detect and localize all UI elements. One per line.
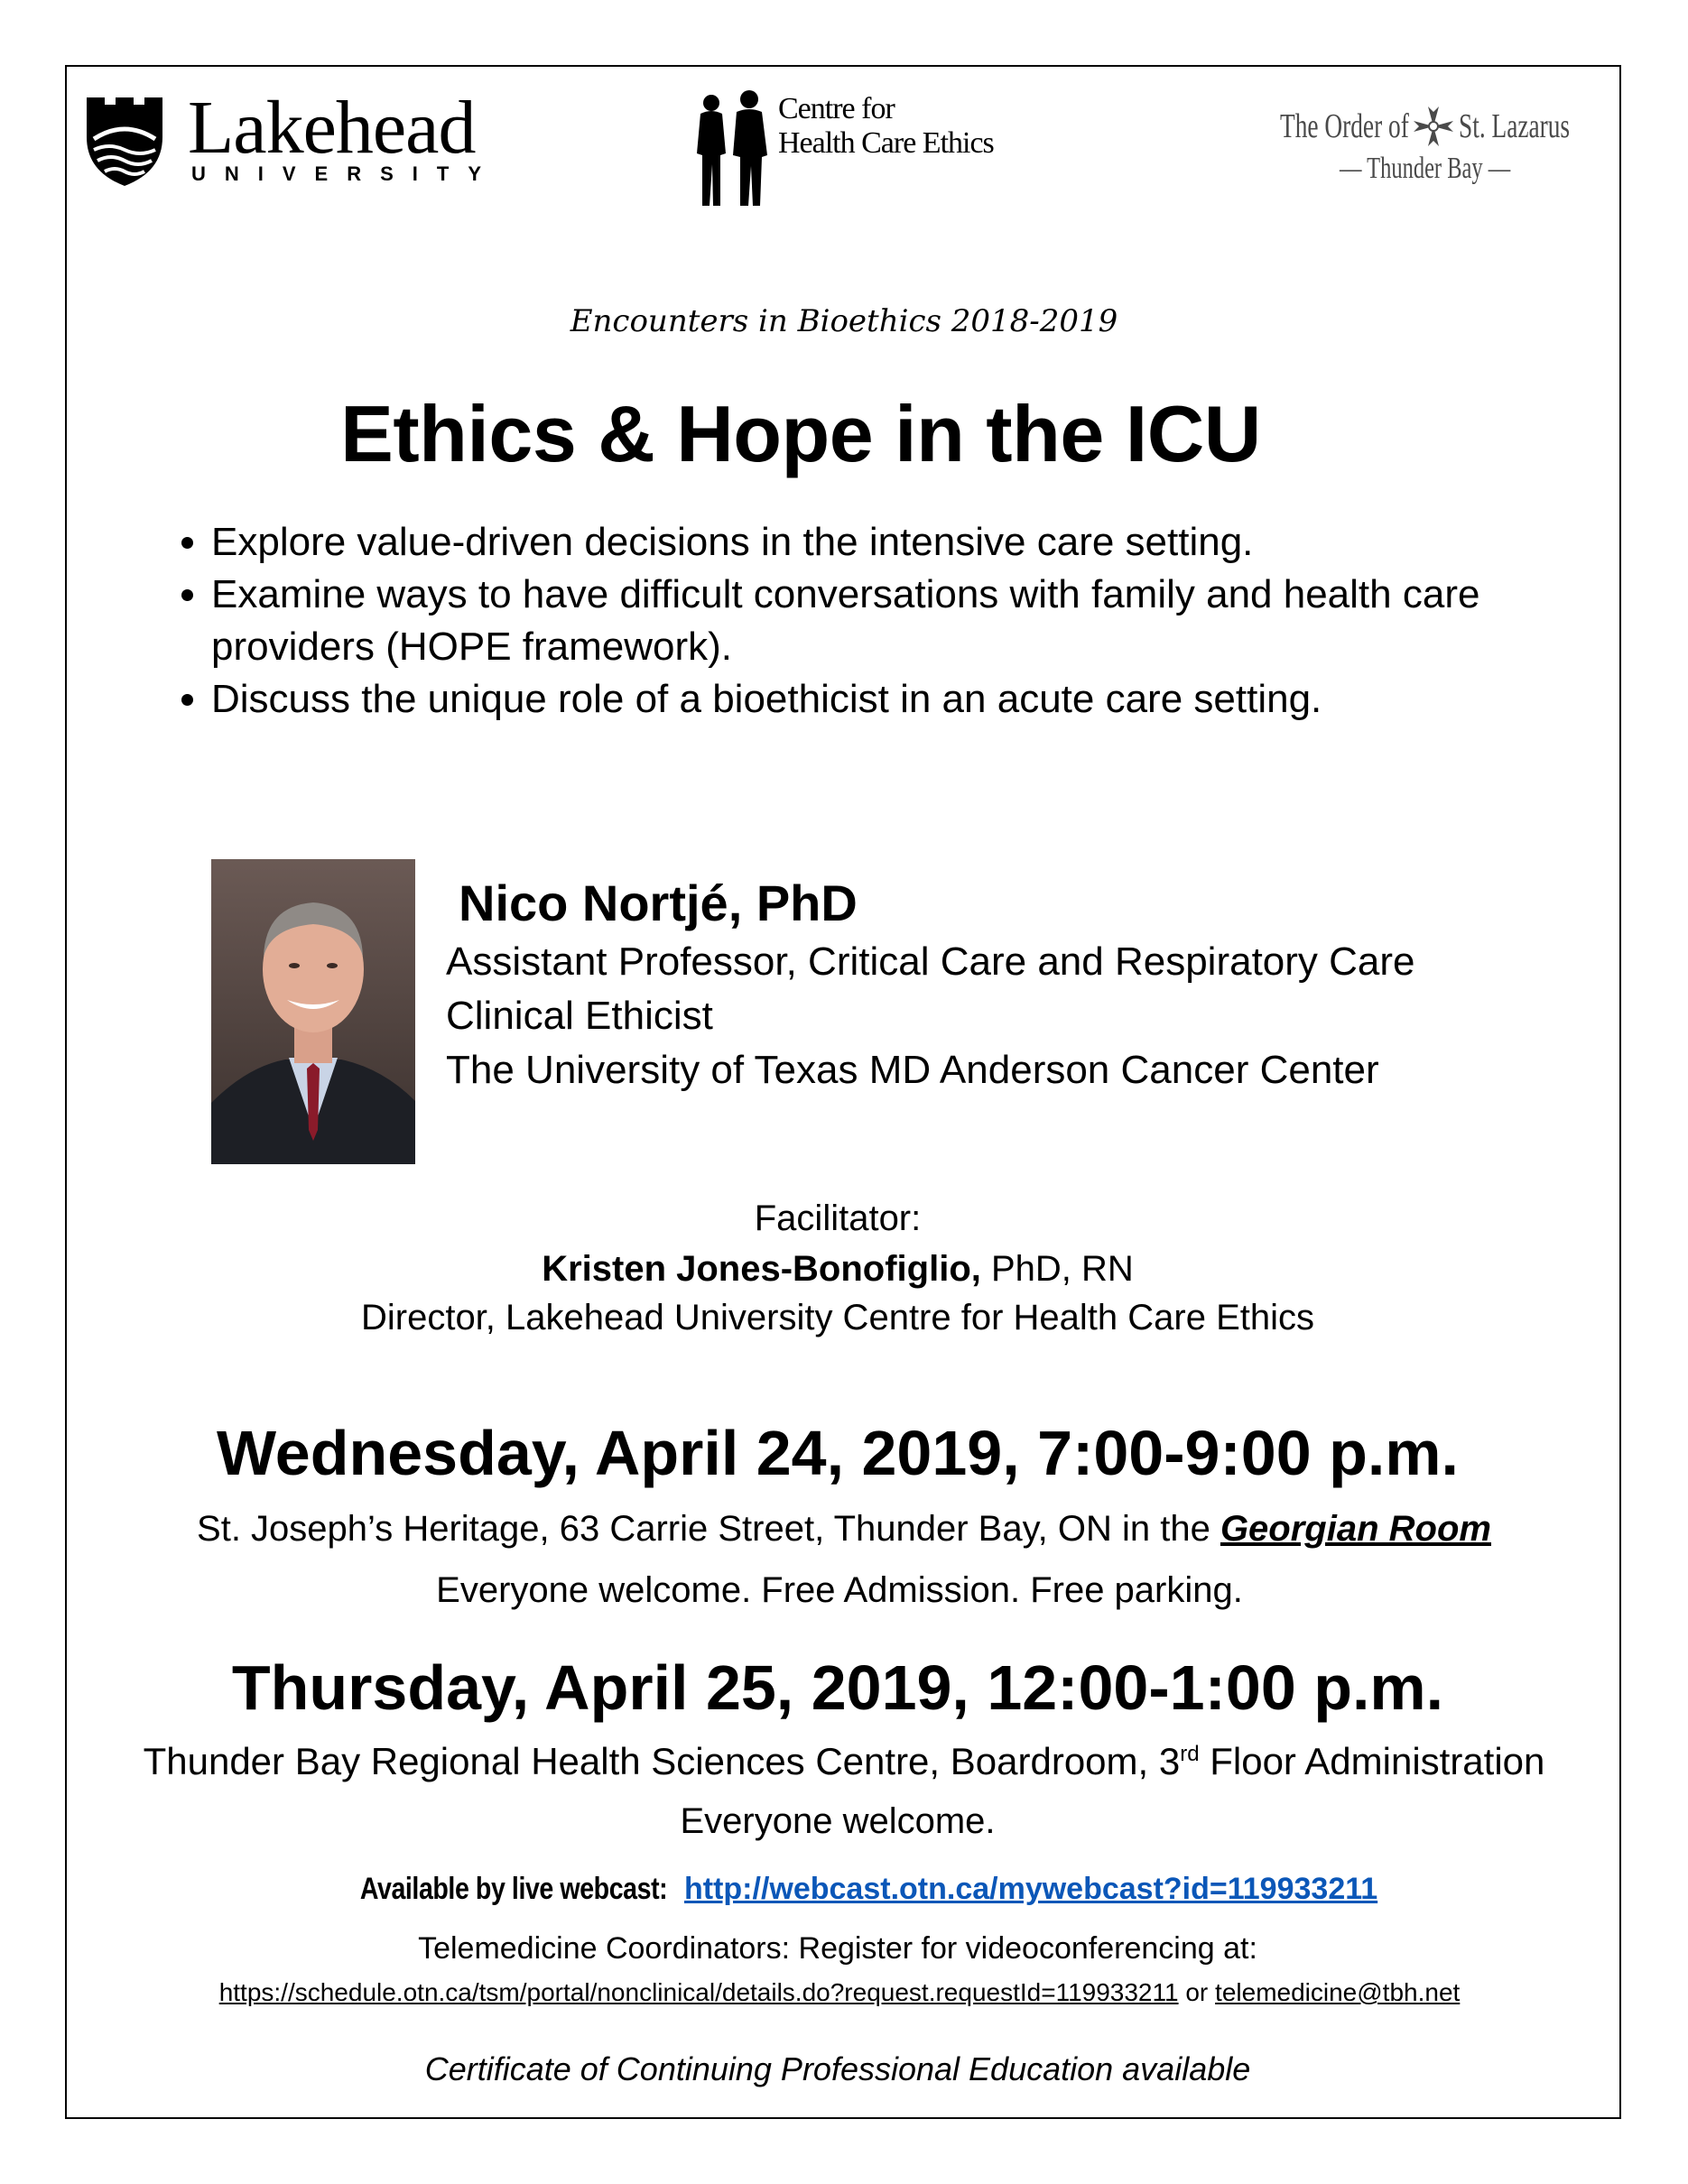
lazarus-line-1 bbox=[1280, 103, 1613, 150]
objective-item: • Discuss the unique role of a bioethicist in an acute care setting. bbox=[211, 673, 1601, 726]
event-2-location-b: Floor Administration bbox=[1199, 1740, 1545, 1782]
event-2-location bbox=[0, 1740, 1688, 1783]
speaker-role: Clinical Ethicist bbox=[446, 994, 713, 1038]
chce-logo bbox=[688, 90, 1067, 208]
webcast-label: Available by live webcast: bbox=[359, 1872, 668, 1906]
telemedicine-text: Telemedicine Coordinators: Register for videoconferencing at: bbox=[418, 1931, 1257, 1966]
chce-line-2: Health Care Ethics bbox=[778, 126, 994, 160]
event-2-location-a: Thunder Bay Regional Health Sciences Centre, Boardroom, 3 bbox=[143, 1740, 1181, 1782]
speaker-photo bbox=[211, 859, 415, 1164]
event-1-room: Georgian Room bbox=[1220, 1509, 1491, 1549]
telemedicine-or: or bbox=[1178, 1978, 1216, 2006]
speaker-name: Nico Nortjé, PhD bbox=[459, 875, 858, 931]
lakehead-university-logo bbox=[81, 86, 515, 190]
event-title: Ethics & Hope in the ICU bbox=[340, 389, 1261, 478]
two-people-silhouette-icon bbox=[688, 90, 774, 208]
speaker-position: Assistant Professor, Critical Care and Respiratory Care bbox=[446, 939, 1415, 984]
lazarus-cross-icon bbox=[1410, 103, 1457, 150]
telemedicine-email-link[interactable]: telemedicine@tbh.net bbox=[1215, 1978, 1461, 2006]
event-1-note: Everyone welcome. Free Admission. Free parking. bbox=[436, 1570, 1243, 1610]
lazarus-st-lazarus-text: St. Lazarus bbox=[1459, 107, 1571, 145]
facilitator-credentials: PhD, RN bbox=[980, 1249, 1134, 1289]
facilitator-name-line bbox=[0, 1249, 1675, 1290]
telemedicine-links bbox=[0, 1978, 1679, 2007]
chce-wordmark bbox=[778, 92, 994, 161]
series-name: Encounters in Bioethics 2018-2019 bbox=[570, 303, 1118, 339]
webcast-link[interactable]: http://webcast.otn.ca/mywebcast?id=119933211 bbox=[684, 1872, 1378, 1906]
speaker-institution: The University of Texas MD Anderson Cancer Center bbox=[446, 1048, 1379, 1092]
event-2-location-sup: rd bbox=[1180, 1742, 1200, 1766]
lazarus-order-text: The Order of bbox=[1280, 107, 1409, 145]
facilitator-label: Facilitator: bbox=[754, 1198, 922, 1238]
chce-line-1: Centre for bbox=[778, 92, 895, 125]
order-st-lazarus-logo bbox=[1271, 94, 1596, 211]
objective-item: • Explore value-driven decisions in the intensive care setting. bbox=[211, 516, 1601, 569]
facilitator-name: Kristen Jones-Bonofiglio, bbox=[542, 1249, 981, 1289]
event-1-date: Wednesday, April 24, 2019, 7:00-9:00 p.m. bbox=[217, 1418, 1459, 1488]
lazarus-thunder-bay: — Thunder Bay — bbox=[1340, 152, 1511, 185]
event-2-note: Everyone welcome. bbox=[680, 1801, 996, 1841]
facilitator-title: Director, Lakehead University Centre for Health Care Ethics bbox=[360, 1298, 1314, 1337]
event-1-address: St. Joseph’s Heritage, 63 Carrie Street, Thunder Bay, ON in the bbox=[197, 1509, 1220, 1549]
webcast-line bbox=[0, 1872, 1679, 1907]
lakehead-shield-icon bbox=[81, 92, 168, 188]
event-1-location bbox=[0, 1509, 1688, 1550]
telemedicine-register-link[interactable]: https://schedule.otn.ca/tsm/portal/nonclinical/details.do?request.requestId=119933211 bbox=[218, 1978, 1179, 2006]
event-2-date: Thursday, April 25, 2019, 12:00-1:00 p.m. bbox=[231, 1652, 1444, 1723]
lakehead-university-text: UNIVERSITY bbox=[191, 162, 501, 185]
objective-item: • Examine ways to have difficult conversations with family and health care providers (HOPE framework). bbox=[211, 569, 1601, 673]
certificate-note: Certificate of Continuing Professional Education available bbox=[424, 2050, 1251, 2087]
objectives-list bbox=[162, 516, 1601, 726]
lakehead-wordmark: Lakehead bbox=[188, 86, 476, 170]
speaker-details bbox=[446, 935, 1415, 1097]
